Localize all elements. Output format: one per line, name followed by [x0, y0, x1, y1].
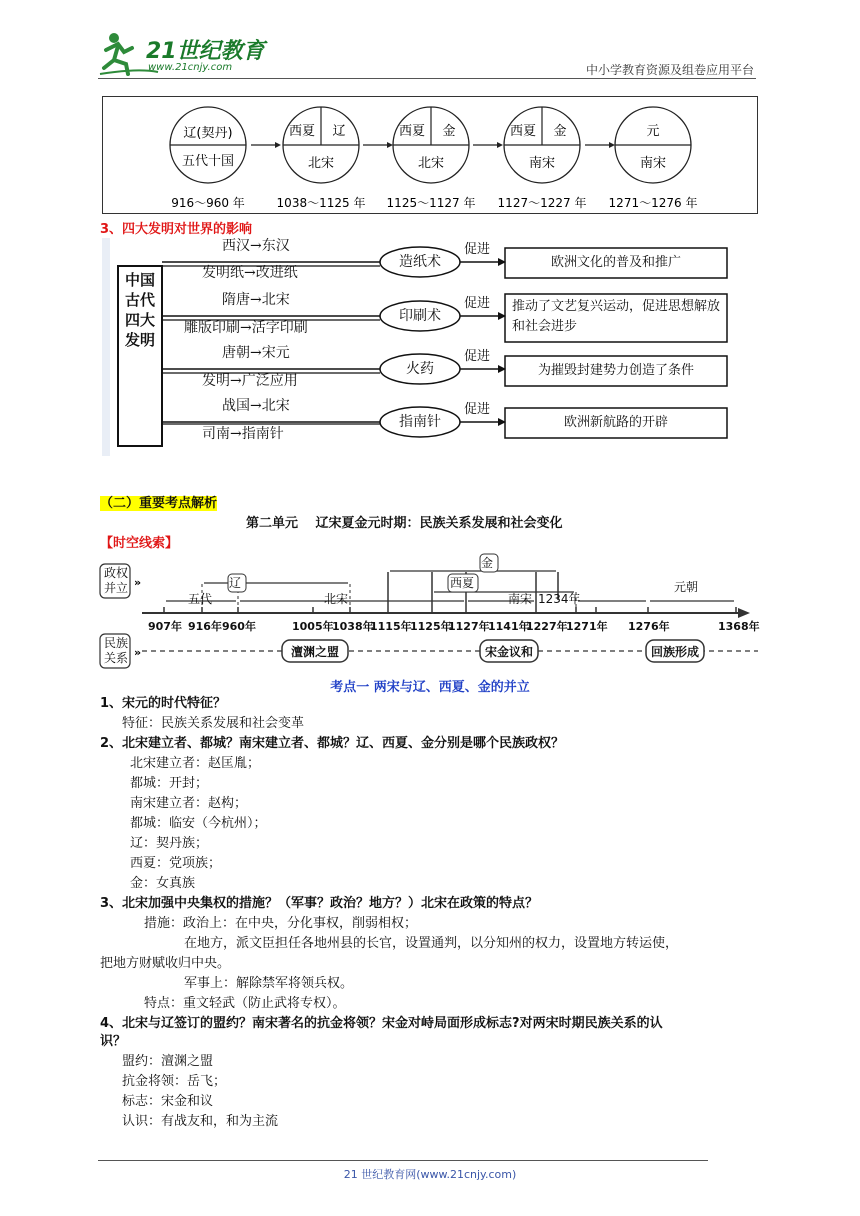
- dynasty-diagram: [102, 96, 758, 214]
- regime-nansong: 南宋: [508, 592, 533, 606]
- year-1125: 1125年: [410, 620, 452, 633]
- circle-2-left: 西夏: [288, 124, 316, 139]
- svg-text:»: »: [134, 646, 142, 659]
- a4-3: 标志：宋金和议: [122, 1094, 214, 1109]
- circle-3-right: 金: [442, 124, 456, 139]
- invention-3-line1: 唐朝→宋元: [222, 345, 290, 361]
- q2: 2、北宋建立者、都城？南宋建立者、都城？辽、西夏、金分别是哪个民族政权？: [100, 736, 565, 751]
- year-1368: 1368年: [718, 620, 760, 633]
- relation-huizu: 回族形成: [650, 645, 699, 659]
- invention-1-line2: 发明纸→改进纸: [202, 265, 298, 281]
- timeline-label: 【时空线索】: [100, 536, 179, 551]
- q4-line1: 4、北宋与辽签订的盟约？南宋著名的抗金将领？宋金对峙局面形成标志?对两宋时期民族关系的认: [100, 1016, 663, 1031]
- invention-4-line1: 战国→北宋: [222, 398, 290, 414]
- circle-5-bottom: 南宋: [639, 156, 667, 171]
- a2-2: 都城：开封；: [130, 776, 209, 791]
- a2-3: 南宋建立者：赵构；: [130, 796, 248, 811]
- dynasty-circle-4: [498, 107, 587, 210]
- footer-divider: [98, 1160, 708, 1161]
- circle-1-years: 916～960 年: [171, 196, 245, 210]
- circle-1-top: 辽(契丹): [183, 126, 233, 141]
- year-916: 916年: [188, 620, 222, 633]
- invention-1-arrow-label: 促进: [464, 242, 491, 257]
- invention-4-effect: 欧洲新航路的开辟: [563, 415, 668, 430]
- circle-3-left: 西夏: [398, 124, 426, 139]
- invention-4-name: 指南针: [399, 414, 441, 430]
- a4-1: 盟约：澶渊之盟: [122, 1054, 214, 1069]
- a4-4: 认识：有战友和，和为主流: [122, 1114, 279, 1129]
- invention-2-arrow-label: 促进: [464, 296, 491, 311]
- section3-title: 3、四大发明对世界的影响: [100, 222, 253, 237]
- circle-2-bottom: 北宋: [307, 156, 335, 171]
- section2-title: （二）重要考点解析: [100, 496, 218, 511]
- circle-5-top: 元: [646, 124, 660, 139]
- year-1038: 1038年: [332, 620, 374, 633]
- year-1115: 1115年: [370, 620, 412, 633]
- circle-4-years: 1127～1227 年: [497, 196, 587, 210]
- unit-title: 第二单元 辽宋夏金元时期：民族关系发展和社会变化: [246, 516, 563, 531]
- relation-chanyuan: 澶渊之盟: [290, 645, 339, 659]
- invention-3-line2: 发明→广泛应用: [202, 373, 298, 389]
- a3-line5: 特点：重文轻武（防止武将专权）。: [144, 996, 346, 1011]
- invention-2-line1: 隋唐→北宋: [222, 292, 290, 308]
- year-907: 907年: [148, 620, 182, 633]
- year-1127: 1127年: [448, 620, 490, 633]
- a2-1: 北宋建立者：赵匡胤；: [130, 756, 261, 771]
- regime-yuan: 元朝: [674, 580, 699, 594]
- a2-6: 西夏：党项族；: [130, 856, 222, 871]
- dynasty-circle-2: [277, 107, 366, 210]
- year-1276: 1276年: [628, 620, 670, 633]
- regime-liao: 辽: [229, 576, 242, 590]
- year-960: 960年: [222, 620, 256, 633]
- platform-name: 中小学教育资源及组卷应用平台: [585, 63, 754, 77]
- a3-line4: 军事上：解除禁军将领兵权。: [184, 976, 354, 991]
- footer-text: 21 世纪教育网(www.21cnjy.com): [343, 1168, 517, 1181]
- regime-wudai: 五代: [188, 592, 213, 606]
- year-1141: 1141年: [488, 620, 530, 633]
- a2-5: 辽：契丹族；: [130, 836, 209, 851]
- invention-3-arrow-label: 促进: [464, 349, 491, 364]
- invention-1-effect: 欧洲文化的普及和推广: [550, 255, 681, 270]
- regime-beisong: 北宋: [324, 592, 349, 606]
- circle-3-years: 1125～1127 年: [386, 196, 476, 210]
- logo-title: 21世纪教育: [146, 39, 265, 64]
- a2-4: 都城：临安（今杭州）；: [130, 816, 267, 831]
- regime-xixia: 西夏: [450, 576, 475, 590]
- circle-4-left: 西夏: [509, 124, 537, 139]
- circle-4-right: 金: [553, 124, 567, 139]
- invention-2-effect: 推动了文艺复兴运动，促进思想解放和社会进步: [512, 299, 721, 334]
- year-1227: 1227年: [526, 620, 568, 633]
- invention-1-line1: 西汉→东汉: [222, 238, 290, 254]
- circle-5-years: 1271～1276 年: [608, 196, 698, 210]
- circle-2-years: 1038～1125 年: [276, 196, 366, 210]
- invention-2-line2: 雕版印刷→活字印刷: [184, 320, 308, 336]
- a3-line1: 措施：政治上：在中央，分化事权，削弱相权；: [144, 916, 418, 931]
- a4-2: 抗金将领：岳飞；: [122, 1074, 227, 1089]
- a3-line3: 把地方财赋收归中央。: [100, 956, 231, 971]
- regime-jin: 金: [481, 556, 494, 570]
- timeline-row2-label: 民族关系: [103, 636, 128, 665]
- logo-url: www.21cnjy.com: [148, 62, 233, 73]
- dynasty-circle-5: [609, 107, 698, 210]
- svg-text:»: »: [134, 576, 142, 589]
- four-inventions-diagram: [100, 236, 740, 458]
- timeline-diagram: [98, 552, 762, 672]
- circle-3-bottom: 北宋: [417, 156, 445, 171]
- q4-line2: 识？: [100, 1034, 127, 1049]
- a1: 特征：民族关系发展和社会变革: [122, 716, 305, 731]
- invention-2-name: 印刷术: [399, 308, 441, 324]
- site-logo: [98, 30, 268, 82]
- invention-3-name: 火药: [406, 361, 434, 377]
- invention-3-effect: 为摧毁封建势力创造了条件: [537, 363, 694, 378]
- year-1271: 1271年: [566, 620, 608, 633]
- dynasty-circle-3: [387, 107, 476, 210]
- year-1005: 1005年: [292, 620, 334, 633]
- a3-line2: 在地方，派文臣担任各地州县的长官，设置通判，以分知州的权力，设置地方转运使，: [184, 936, 679, 951]
- circle-2-right: 辽: [332, 124, 346, 139]
- circle-4-bottom: 南宋: [528, 156, 556, 171]
- mark-1234: 1234年: [538, 592, 581, 606]
- kaodian1-title: 考点一 两宋与辽、西夏、金的并立: [330, 680, 530, 695]
- circle-1-bottom: 五代十国: [181, 154, 235, 169]
- invention-1-name: 造纸术: [399, 254, 441, 270]
- q3: 3、北宋加强中央集权的措施？（军事？政治？地方？）北宋在政策的特点？: [100, 896, 539, 911]
- relation-songjin: 宋金议和: [484, 645, 533, 659]
- a2-7: 金：女真族: [130, 876, 196, 891]
- invention-4-line2: 司南→指南针: [202, 426, 284, 442]
- four-inventions-label: 中国古代四大发明: [124, 271, 155, 349]
- q1: 1、宋元的时代特征？: [100, 696, 227, 711]
- invention-4-arrow-label: 促进: [464, 402, 491, 417]
- header-divider: [98, 78, 756, 79]
- timeline-row1-label: 政权并立: [103, 566, 128, 595]
- dynasty-circle-1: [170, 107, 246, 210]
